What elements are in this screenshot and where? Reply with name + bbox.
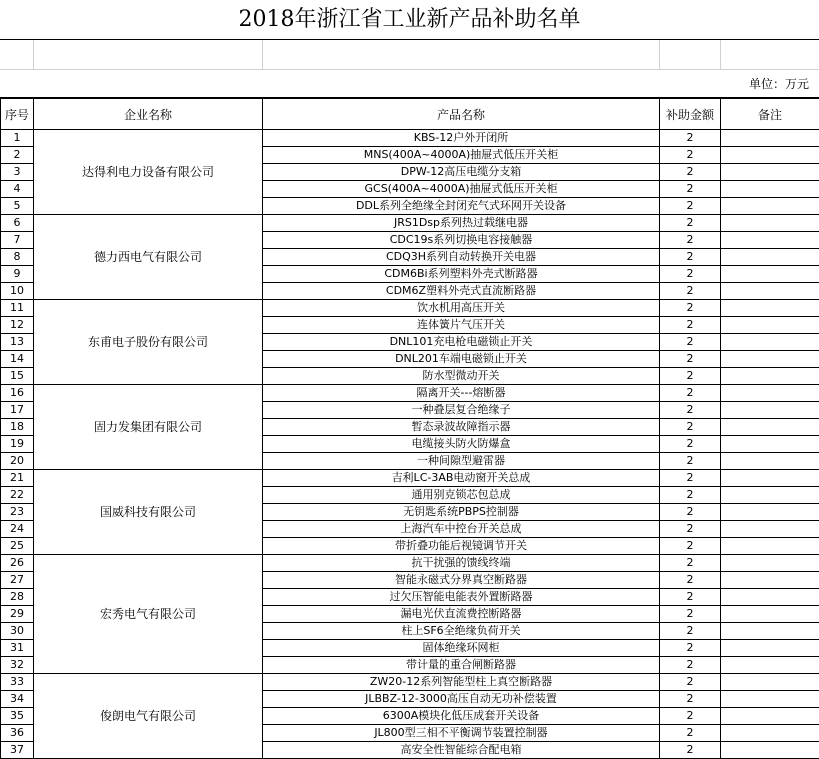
header-no: 序号: [1, 99, 34, 130]
subsidy-amount: 2: [660, 198, 721, 215]
note-cell: [721, 130, 819, 147]
product-name: 一种间隙型避雷器: [263, 453, 660, 470]
header-note: 备注: [721, 99, 819, 130]
product-name: 抗干扰强的馈线终端: [263, 555, 660, 572]
note-cell: [721, 385, 819, 402]
note-cell: [721, 266, 819, 283]
row-number: 37: [1, 742, 34, 759]
note-cell: [721, 181, 819, 198]
row-number: 6: [1, 215, 34, 232]
product-name: 固体绝缘环网柜: [263, 640, 660, 657]
subsidy-amount: 2: [660, 555, 721, 572]
subsidy-amount: 2: [660, 538, 721, 555]
company-name: 国威科技有限公司: [34, 470, 263, 555]
product-name: 一种叠层复合绝缘子: [263, 402, 660, 419]
product-name: 电缆接头防火防爆盒: [263, 436, 660, 453]
row-number: 31: [1, 640, 34, 657]
note-cell: [721, 351, 819, 368]
note-cell: [721, 283, 819, 300]
note-cell: [721, 589, 819, 606]
subsidy-amount: 2: [660, 283, 721, 300]
row-number: 10: [1, 283, 34, 300]
product-name: 吉利LC-3AB电动窗开关总成: [263, 470, 660, 487]
product-name: ZW20-12系列智能型柱上真空断路器: [263, 674, 660, 691]
note-cell: [721, 623, 819, 640]
table-row: [1, 300, 819, 317]
product-name: 无钥匙系统PBPS控制器: [263, 504, 660, 521]
product-name: 上海汽车中控台开关总成: [263, 521, 660, 538]
table-row: [1, 674, 819, 691]
table-row: [1, 385, 819, 402]
company-name: 达得利电力设备有限公司: [34, 130, 263, 215]
row-number: 7: [1, 232, 34, 249]
note-cell: [721, 198, 819, 215]
row-number: 4: [1, 181, 34, 198]
product-name: CDM6Bi系列塑料外壳式断路器: [263, 266, 660, 283]
row-number: 1: [1, 130, 34, 147]
note-cell: [721, 691, 819, 708]
product-name: 暂态录波故障指示器: [263, 419, 660, 436]
product-name: KBS-12户外开闭所: [263, 130, 660, 147]
row-number: 15: [1, 368, 34, 385]
product-name: CDM6Z塑料外壳式直流断路器: [263, 283, 660, 300]
product-name: DPW-12高压电缆分支箱: [263, 164, 660, 181]
row-number: 9: [1, 266, 34, 283]
subsidy-amount: 2: [660, 470, 721, 487]
note-cell: [721, 147, 819, 164]
subsidy-amount: 2: [660, 147, 721, 164]
blank-row: [0, 40, 819, 70]
product-name: 防水型微动开关: [263, 368, 660, 385]
row-number: 22: [1, 487, 34, 504]
subsidy-amount: 2: [660, 487, 721, 504]
subsidy-amount: 2: [660, 606, 721, 623]
row-number: 8: [1, 249, 34, 266]
product-name: DNL201车端电磁锁止开关: [263, 351, 660, 368]
product-name: 6300A模块化低压成套开关设备: [263, 708, 660, 725]
note-cell: [721, 436, 819, 453]
row-number: 26: [1, 555, 34, 572]
note-cell: [721, 538, 819, 555]
subsidy-amount: 2: [660, 708, 721, 725]
product-name: 智能永磁式分界真空断路器: [263, 572, 660, 589]
row-number: 34: [1, 691, 34, 708]
row-number: 24: [1, 521, 34, 538]
row-number: 30: [1, 623, 34, 640]
row-number: 35: [1, 708, 34, 725]
header-amount: 补助金额: [660, 99, 721, 130]
note-cell: [721, 317, 819, 334]
unit-label: 单位：万元: [0, 70, 819, 98]
subsidy-amount: 2: [660, 351, 721, 368]
note-cell: [721, 725, 819, 742]
note-cell: [721, 402, 819, 419]
subsidy-amount: 2: [660, 164, 721, 181]
note-cell: [721, 470, 819, 487]
row-number: 33: [1, 674, 34, 691]
product-name: JLBBZ-12-3000高压自动无功补偿装置: [263, 691, 660, 708]
company-name: 固力发集团有限公司: [34, 385, 263, 470]
subsidy-amount: 2: [660, 436, 721, 453]
note-cell: [721, 232, 819, 249]
product-name: 过欠压智能电能表外置断路器: [263, 589, 660, 606]
row-number: 23: [1, 504, 34, 521]
subsidy-amount: 2: [660, 317, 721, 334]
row-number: 25: [1, 538, 34, 555]
product-name: GCS(400A~4000A)抽屉式低压开关柜: [263, 181, 660, 198]
subsidy-amount: 2: [660, 572, 721, 589]
subsidy-amount: 2: [660, 453, 721, 470]
subsidy-amount: 2: [660, 232, 721, 249]
subsidy-amount: 2: [660, 300, 721, 317]
product-name: 隔离开关---熔断器: [263, 385, 660, 402]
product-name: 带计量的重合闸断路器: [263, 657, 660, 674]
row-number: 19: [1, 436, 34, 453]
subsidy-amount: 2: [660, 589, 721, 606]
note-cell: [721, 334, 819, 351]
subsidy-amount: 2: [660, 266, 721, 283]
note-cell: [721, 504, 819, 521]
company-name: 德力西电气有限公司: [34, 215, 263, 300]
product-name: DNL101充电枪电磁锁止开关: [263, 334, 660, 351]
product-name: DDL系列全绝缘全封闭充气式环网开关设备: [263, 198, 660, 215]
row-number: 20: [1, 453, 34, 470]
company-name: 俊朗电气有限公司: [34, 674, 263, 759]
product-name: JL800型三相不平衡调节装置控制器: [263, 725, 660, 742]
subsidy-amount: 2: [660, 402, 721, 419]
subsidy-amount: 2: [660, 657, 721, 674]
subsidy-amount: 2: [660, 368, 721, 385]
company-name: 宏秀电气有限公司: [34, 555, 263, 674]
product-name: 带折叠功能后视镜调节开关: [263, 538, 660, 555]
note-cell: [721, 742, 819, 759]
row-number: 27: [1, 572, 34, 589]
product-name: CDQ3H系列自动转换开关电器: [263, 249, 660, 266]
note-cell: [721, 368, 819, 385]
row-number: 17: [1, 402, 34, 419]
note-cell: [721, 674, 819, 691]
note-cell: [721, 555, 819, 572]
subsidy-amount: 2: [660, 181, 721, 198]
row-number: 32: [1, 657, 34, 674]
subsidy-amount: 2: [660, 504, 721, 521]
product-name: 柱上SF6全绝缘负荷开关: [263, 623, 660, 640]
product-name: MNS(400A~4000A)抽屉式低压开关柜: [263, 147, 660, 164]
product-name: 高安全性智能综合配电箱: [263, 742, 660, 759]
row-number: 3: [1, 164, 34, 181]
company-name: 东甫电子股份有限公司: [34, 300, 263, 385]
product-name: JRS1Dsp系列热过载继电器: [263, 215, 660, 232]
row-number: 5: [1, 198, 34, 215]
subsidy-amount: 2: [660, 725, 721, 742]
row-number: 2: [1, 147, 34, 164]
subsidy-amount: 2: [660, 623, 721, 640]
subsidy-amount: 2: [660, 640, 721, 657]
product-name: 漏电光伏直流费控断路器: [263, 606, 660, 623]
note-cell: [721, 572, 819, 589]
subsidy-amount: 2: [660, 249, 721, 266]
subsidy-table: [0, 98, 819, 759]
subsidy-amount: 2: [660, 385, 721, 402]
subsidy-amount: 2: [660, 215, 721, 232]
header-row: [1, 99, 819, 130]
note-cell: [721, 215, 819, 232]
note-cell: [721, 164, 819, 181]
note-cell: [721, 521, 819, 538]
table-row: [1, 470, 819, 487]
product-name: 饮水机用高压开关: [263, 300, 660, 317]
subsidy-amount: 2: [660, 742, 721, 759]
subsidy-amount: 2: [660, 521, 721, 538]
note-cell: [721, 640, 819, 657]
subsidy-amount: 2: [660, 130, 721, 147]
row-number: 18: [1, 419, 34, 436]
sheet-title: 2018年浙江省工业新产品补助名单: [0, 0, 819, 40]
product-name: 通用别克锁芯包总成: [263, 487, 660, 504]
row-number: 21: [1, 470, 34, 487]
row-number: 16: [1, 385, 34, 402]
product-name: 连体簧片气压开关: [263, 317, 660, 334]
row-number: 11: [1, 300, 34, 317]
table-body: [1, 130, 819, 759]
row-number: 12: [1, 317, 34, 334]
note-cell: [721, 419, 819, 436]
row-number: 28: [1, 589, 34, 606]
note-cell: [721, 487, 819, 504]
note-cell: [721, 657, 819, 674]
table-row: [1, 555, 819, 572]
subsidy-amount: 2: [660, 419, 721, 436]
subsidy-amount: 2: [660, 334, 721, 351]
row-number: 13: [1, 334, 34, 351]
row-number: 14: [1, 351, 34, 368]
note-cell: [721, 606, 819, 623]
table-row: [1, 215, 819, 232]
header-product: 产品名称: [263, 99, 660, 130]
table-row: [1, 130, 819, 147]
note-cell: [721, 453, 819, 470]
subsidy-amount: 2: [660, 674, 721, 691]
header-company: 企业名称: [34, 99, 263, 130]
subsidy-amount: 2: [660, 691, 721, 708]
note-cell: [721, 708, 819, 725]
note-cell: [721, 249, 819, 266]
row-number: 36: [1, 725, 34, 742]
product-name: CDC19s系列切换电容接触器: [263, 232, 660, 249]
note-cell: [721, 300, 819, 317]
row-number: 29: [1, 606, 34, 623]
